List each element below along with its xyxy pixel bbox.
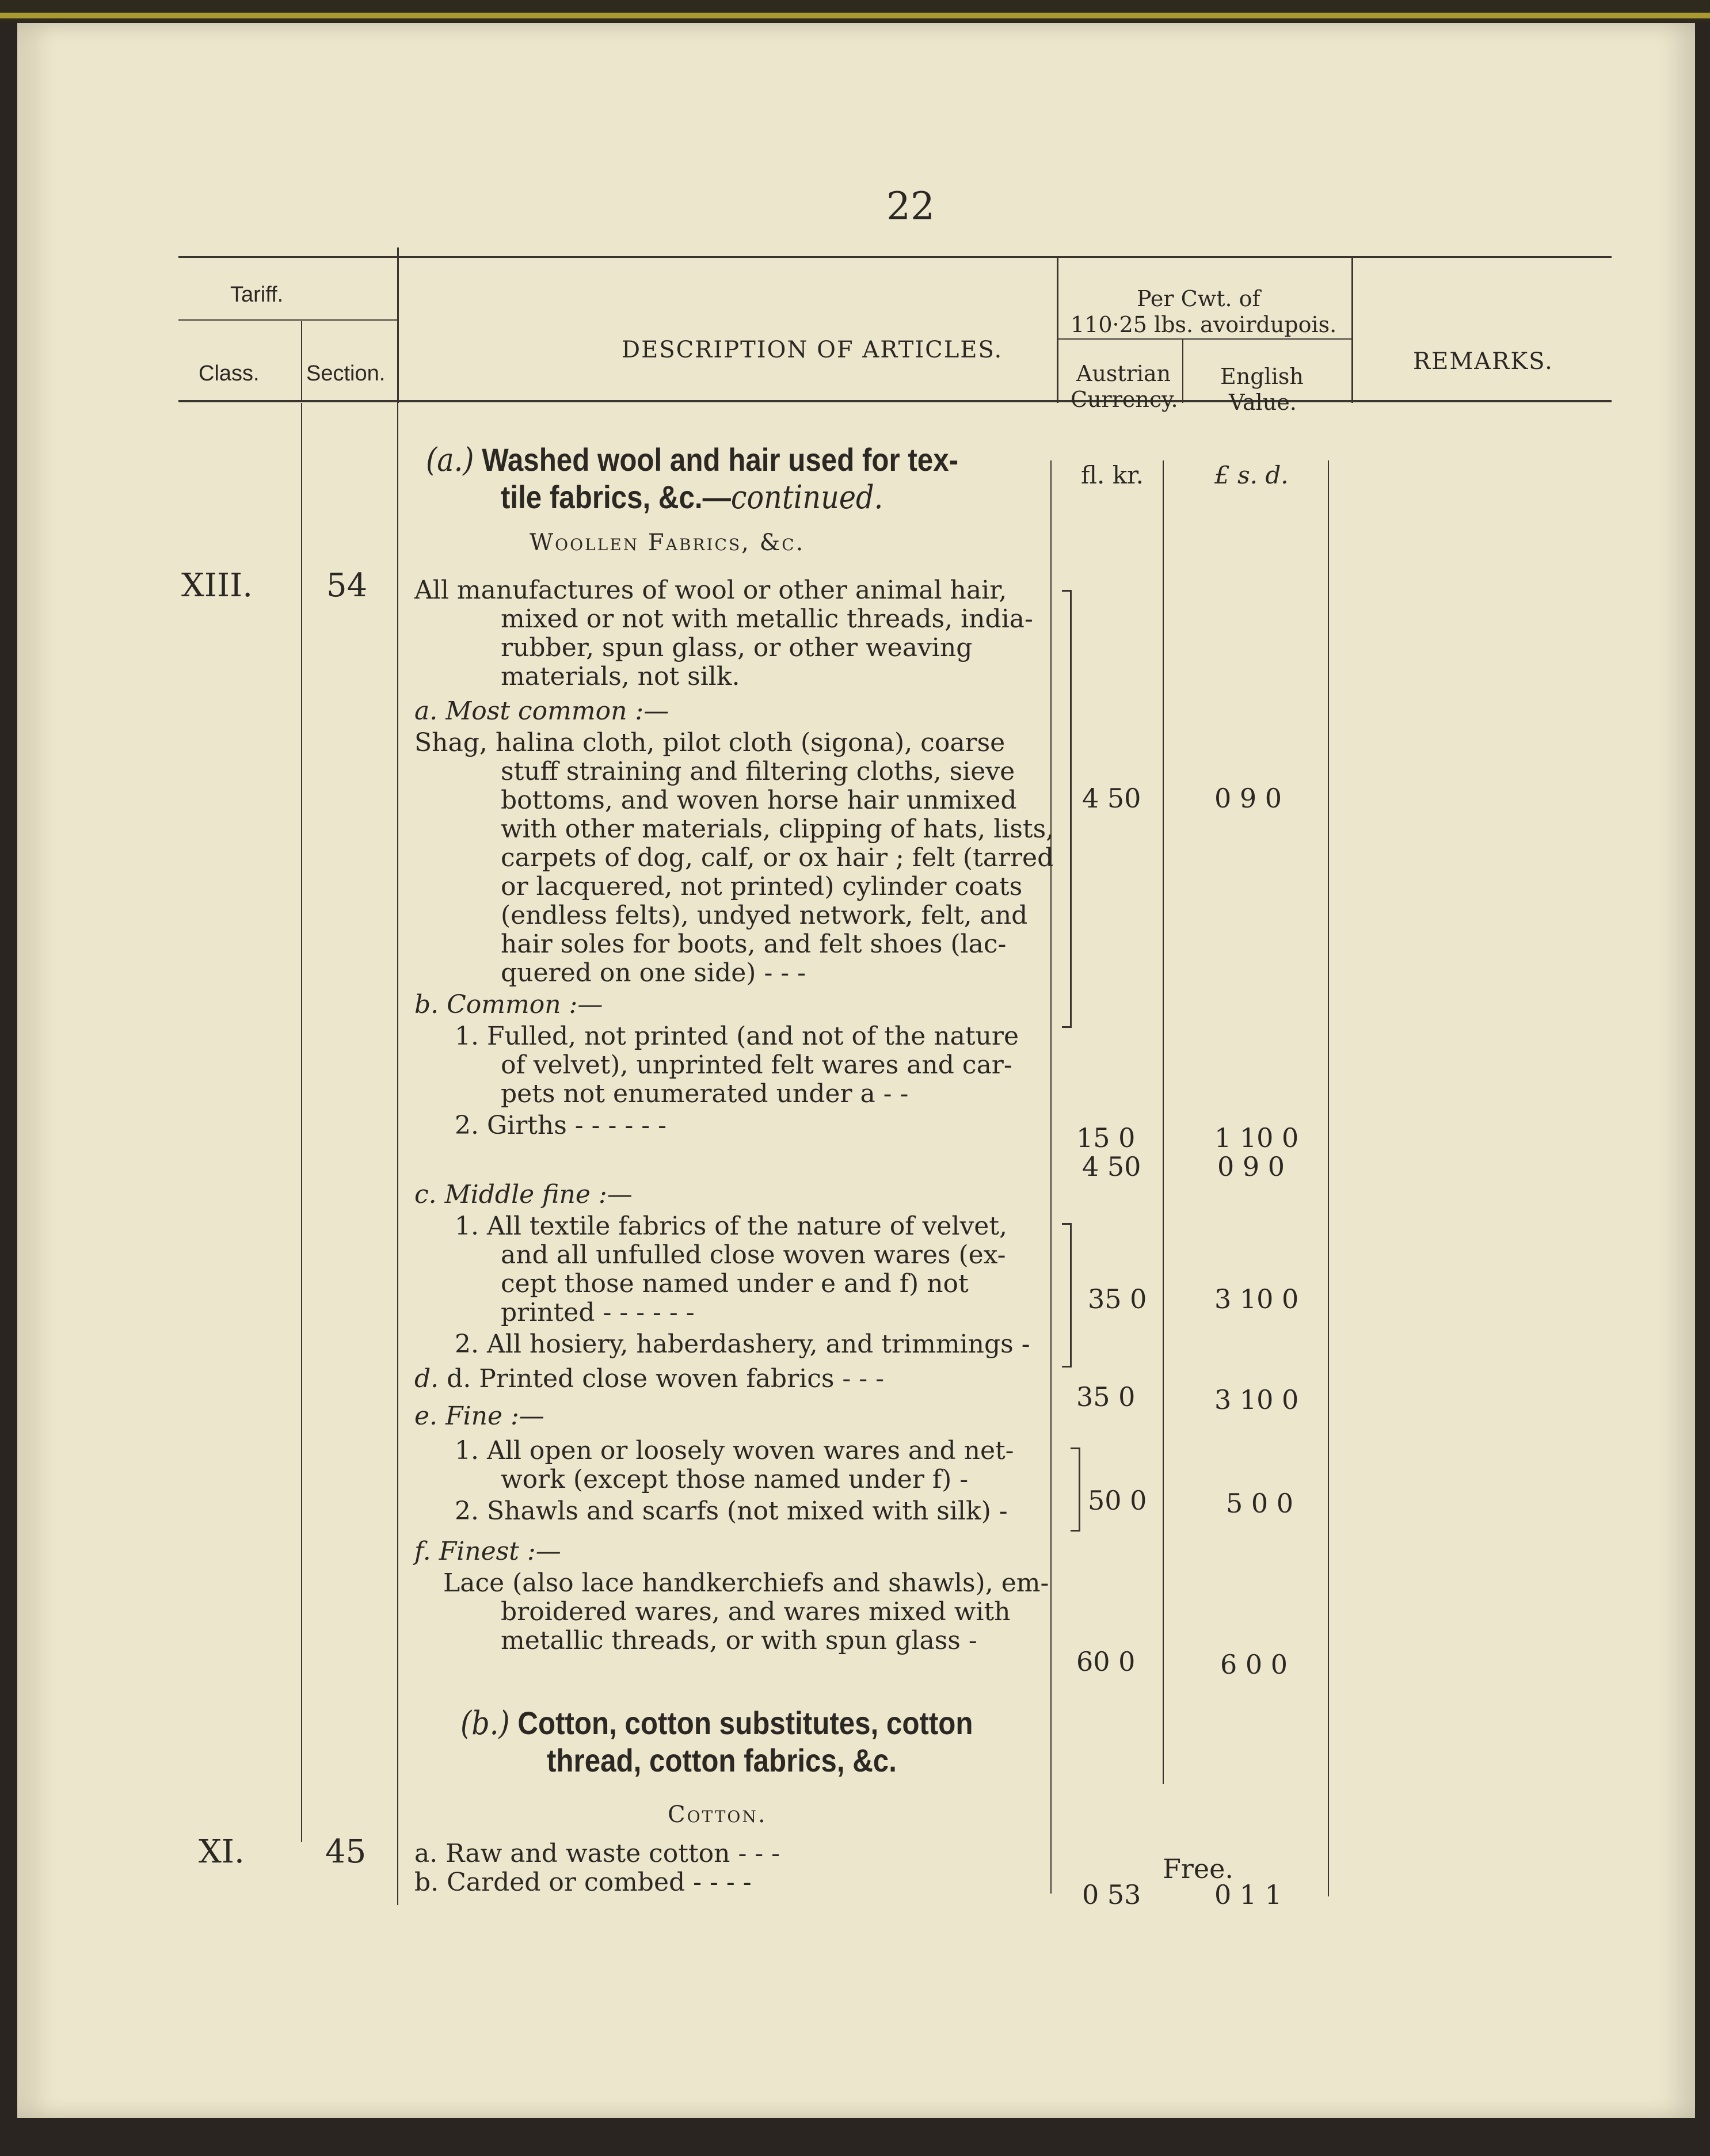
- most-common-line-1: Shag, halina cloth, pilot cloth (sigona), coarse: [414, 728, 1006, 757]
- finest-lsd: 6 0 0: [1220, 1649, 1288, 1680]
- cotton-carded-combed: b. Carded or combed - - - -: [414, 1868, 752, 1897]
- most-common-line-8: hair soles for boots, and felt shoes (lac-: [501, 930, 1007, 959]
- page-number: 22: [886, 184, 935, 228]
- common-item1-line-2: of velvet), unprinted felt wares and car-: [501, 1050, 1012, 1080]
- header-top-rule: [178, 256, 1612, 258]
- common-item1-fl: 15 0: [1076, 1122, 1136, 1153]
- most-common-line-9: quered on one side) - - -: [501, 958, 806, 988]
- class-xi: XI.: [199, 1833, 245, 1871]
- most-common-fl: 4 50: [1082, 783, 1141, 814]
- section-a-heading-line2: tile fabrics, &c.—continued.: [501, 479, 883, 516]
- most-common-line-2: stuff straining and filtering cloths, sieve: [501, 757, 1015, 786]
- fine-item1-line-2: work (except those named under f) -: [501, 1465, 969, 1494]
- common-item1-line-3: pets not enumerated under a - -: [501, 1079, 909, 1109]
- intro-line-3: rubber, spun glass, or other weaving: [501, 633, 973, 662]
- section-b-heading: (b.) Cotton, cotton substitutes, cotton: [460, 1705, 973, 1742]
- fl-kr-units: fl. kr.: [1081, 461, 1144, 489]
- intro-line-2: mixed or not with metallic threads, india-: [501, 604, 1033, 634]
- common-item2-lsd: 0 9 0: [1217, 1151, 1285, 1182]
- english-heading-1: English: [1220, 364, 1304, 389]
- section-b-heading-line2: thread, cotton fabrics, &c.: [547, 1742, 897, 1778]
- tariff-divider: [178, 319, 398, 321]
- middle-fine-item1-line-3: cept those named under e and f) not: [501, 1269, 969, 1298]
- printed-lsd: 3 10 0: [1214, 1384, 1299, 1415]
- cotton-subtitle: Cotton.: [668, 1801, 767, 1828]
- brace-most-common: [1062, 590, 1072, 1028]
- per-cwt-divider: [1057, 338, 1351, 340]
- most-common-line-5: carpets of dog, calf, or ox hair ; felt (tarred: [501, 843, 1054, 873]
- cotton-carded-lsd: 0 1 1: [1214, 1879, 1282, 1910]
- austrian-heading-1: Austrian: [1076, 361, 1171, 386]
- class-heading: Class.: [199, 361, 260, 386]
- fine-item1-line-1: 1. All open or loosely woven wares and net-: [455, 1436, 1014, 1465]
- description-heading: DESCRIPTION OF ARTICLES.: [622, 337, 1003, 363]
- english-heading-2: Value.: [1229, 390, 1297, 415]
- cotton-raw-free: Free.: [1163, 1853, 1233, 1884]
- most-common-line-4: with other materials, clipping of hats, lists,: [501, 814, 1054, 844]
- common-item2: 2. Girths - - - - - -: [455, 1111, 667, 1140]
- most-common-label: a. Most common :—: [414, 696, 669, 726]
- most-common-lsd: 0 9 0: [1214, 783, 1282, 814]
- middle-fine-item1-line-2: and all unfulled close woven wares (ex-: [501, 1240, 1006, 1270]
- header-col-prices-left: [1057, 256, 1058, 403]
- tariff-heading: Tariff.: [230, 283, 284, 307]
- finest-label: f. Finest :—: [414, 1537, 561, 1566]
- fine-lsd: 5 0 0: [1226, 1488, 1294, 1519]
- finest-line-1: Lace (also lace handkerchiefs and shawls), em-: [443, 1568, 1049, 1598]
- most-common-line-6: or lacquered, not printed) cylinder coats: [501, 872, 1023, 901]
- middle-fine-label: c. Middle fine :—: [414, 1180, 633, 1209]
- class-xiii: XIII.: [181, 567, 253, 604]
- intro-line-4: materials, not silk.: [501, 662, 740, 691]
- brace-fine: [1071, 1448, 1080, 1532]
- scan-top-strip: [0, 0, 1710, 22]
- per-cwt-heading-2: 110·25 lbs. avoirdupois.: [1071, 312, 1337, 337]
- cotton-carded-fl: 0 53: [1082, 1879, 1141, 1910]
- austrian-heading-2: Currency.: [1071, 387, 1178, 412]
- most-common-line-7: (endless felts), undyed network, felt, and: [501, 901, 1028, 930]
- header-col-english: [1182, 340, 1183, 403]
- body-col-fl-kr: [1163, 460, 1164, 1784]
- body-col-section: [301, 403, 302, 1842]
- section-a-heading: (a.) Washed wool and hair used for tex-: [426, 441, 959, 479]
- middle-fine-fl: 35 0: [1088, 1283, 1147, 1315]
- section-heading: Section.: [306, 361, 386, 386]
- common-item1-lsd: 1 10 0: [1214, 1122, 1299, 1153]
- header-col-section: [301, 321, 302, 402]
- body-col-prices-left: [1050, 460, 1052, 1894]
- finest-line-3: metallic threads, or with spun glass -: [501, 1626, 977, 1655]
- middle-fine-item2: 2. All hosiery, haberdashery, and trimmings -: [455, 1330, 1030, 1359]
- per-cwt-heading-1: Per Cwt. of: [1137, 286, 1260, 311]
- fine-label: e. Fine :—: [414, 1401, 544, 1431]
- brace-middle-fine: [1062, 1223, 1072, 1368]
- header-col-desc-left: [397, 247, 399, 403]
- most-common-line-3: bottoms, and woven horse hair unmixed: [501, 786, 1017, 815]
- middle-fine-lsd: 3 10 0: [1214, 1283, 1299, 1315]
- lsd-units: £ s. d.: [1214, 461, 1289, 489]
- common-item1-line-1: 1. Fulled, not printed (and not of the nature: [455, 1022, 1019, 1051]
- middle-fine-item1-line-1: 1. All textile fabrics of the nature of velvet,: [455, 1212, 1008, 1241]
- document-page: [17, 23, 1695, 2118]
- finest-fl: 60 0: [1076, 1646, 1136, 1677]
- section-54: 54: [326, 567, 368, 604]
- common-item2-fl: 4 50: [1082, 1151, 1141, 1182]
- body-col-english-right: [1328, 460, 1329, 1896]
- printed-fabrics: d. d. Printed close woven fabrics - - -: [414, 1364, 884, 1393]
- header-col-remarks: [1351, 256, 1353, 403]
- printed-fl: 35 0: [1076, 1381, 1136, 1412]
- header-bottom-rule: [178, 400, 1612, 402]
- woollen-fabrics-subtitle: Woollen Fabrics, &c.: [530, 530, 805, 556]
- cotton-raw-waste: a. Raw and waste cotton - - -: [414, 1839, 780, 1868]
- intro-line-1: All manufactures of wool or other animal hair,: [414, 576, 1007, 605]
- middle-fine-item1-line-4: printed - - - - - -: [501, 1298, 695, 1327]
- fine-item2: 2. Shawls and scarfs (not mixed with silk) -: [455, 1496, 1008, 1526]
- common-label: b. Common :—: [414, 990, 603, 1019]
- section-45: 45: [325, 1833, 367, 1871]
- finest-line-2: broidered wares, and wares mixed with: [501, 1597, 1011, 1626]
- remarks-heading: REMARKS.: [1413, 348, 1553, 375]
- body-col-desc-left: [397, 403, 398, 1905]
- fine-fl: 50 0: [1088, 1485, 1147, 1516]
